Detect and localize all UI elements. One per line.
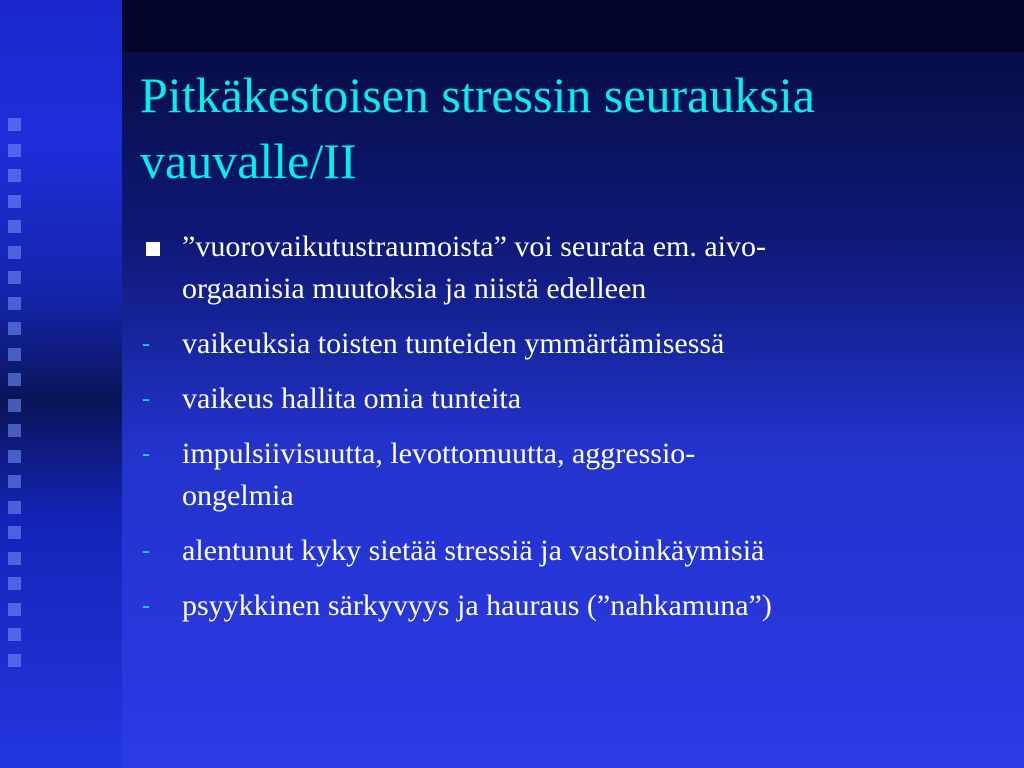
- bullet-text-line: vaikeuksia toisten tunteiden ymmärtämisessä: [182, 327, 725, 360]
- slide-title-line-2: vauvalle/II: [140, 133, 357, 189]
- bullet-text-line: psyykkinen särkyvyys ja hauraus (”nahkamuna”): [182, 589, 772, 622]
- sub-bullet-item: [140, 433, 1010, 517]
- bullet-text-line: impulsiivisuutta, levottomuutta, aggressio-: [182, 437, 696, 470]
- dash-bullet-icon: -: [142, 593, 150, 619]
- dash-bullet-icon: -: [142, 538, 150, 564]
- bullet-item: [140, 226, 1010, 310]
- sub-bullet-item: [140, 378, 1010, 420]
- bullet-text-line: ”vuorovaikutustraumoista” voi seurata em. aivo-: [182, 230, 766, 263]
- sub-bullet-item: [140, 323, 1010, 365]
- bullet-text-line: alentunut kyky sietää stressiä ja vastoinkäymisiä: [182, 534, 765, 567]
- sub-bullet-item: [140, 530, 1010, 572]
- slide-title-line-1: Pitkäkestoisen stressin seurauksia: [140, 67, 815, 123]
- dash-bullet-icon: -: [142, 386, 150, 412]
- dash-bullet-icon: -: [142, 441, 150, 467]
- square-bullet-icon: [146, 242, 160, 256]
- bullet-text-line: ongelmia: [182, 479, 294, 512]
- bullet-list: [140, 226, 1010, 640]
- decorative-squares: [8, 118, 24, 679]
- sub-bullet-item: [140, 585, 1010, 627]
- bullet-text-line: orgaanisia muutoksia ja niistä edelleen: [182, 272, 647, 305]
- left-decorative-band: [0, 0, 122, 768]
- slide-title: [140, 62, 1010, 194]
- bullet-text-line: vaikeus hallita omia tunteita: [182, 382, 522, 415]
- top-dark-band: [122, 0, 1024, 52]
- dash-bullet-icon: -: [142, 331, 150, 357]
